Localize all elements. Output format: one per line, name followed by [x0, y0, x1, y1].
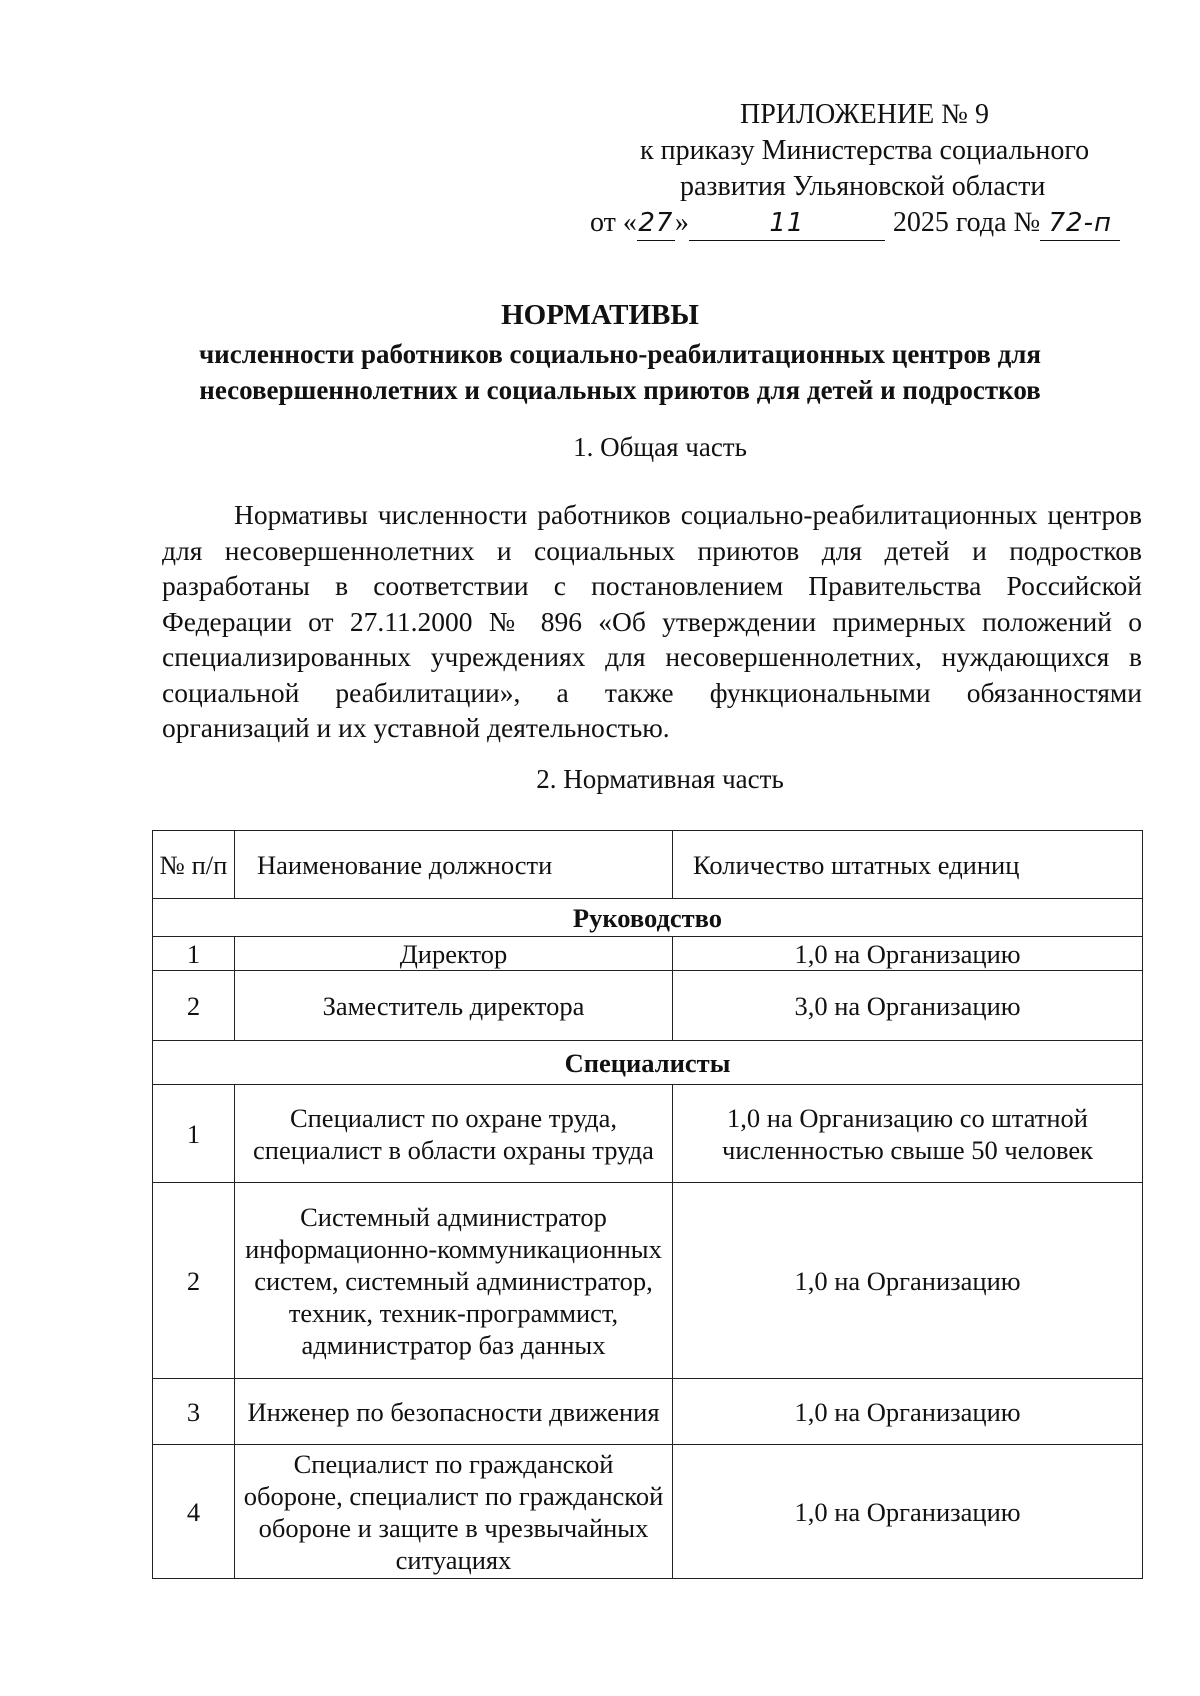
header-qty: Количество штатных единиц — [673, 831, 1143, 899]
date-prefix: от « — [590, 207, 637, 238]
row-qty: 1,0 на Организацию — [673, 937, 1143, 971]
section-2-heading: 2. Нормативная часть — [536, 764, 784, 794]
section-1-heading: 1. Общая часть — [573, 432, 747, 462]
row-qty: 1,0 на Организацию — [673, 1183, 1143, 1379]
row-num: 1 — [153, 1085, 235, 1183]
row-qty: 1,0 на Организацию — [673, 1445, 1143, 1579]
row-num: 3 — [153, 1379, 235, 1445]
header-num: № п/п — [153, 831, 235, 899]
appendix-ministry-line: развития Ульяновской области — [680, 171, 1046, 202]
row-num: 4 — [153, 1445, 235, 1579]
group-title: Руководство — [153, 899, 1143, 937]
group-row-specialists — [153, 1041, 1143, 1085]
row-qty: 1,0 на Организацию — [673, 1379, 1143, 1445]
row-name: Заместитель директора — [235, 971, 673, 1041]
header-name: Наименование должности — [235, 831, 673, 899]
table-row — [153, 1183, 1143, 1379]
row-name: Специалист по гражданской обороне, специалист по гражданской обороне и защите в чрезвычайных ситуациях — [235, 1445, 673, 1579]
staffing-table — [152, 830, 1143, 1579]
appendix-title: ПРИЛОЖЕНИЕ № 9 — [740, 99, 989, 130]
table-row — [153, 1085, 1143, 1183]
group-title: Специалисты — [153, 1041, 1143, 1085]
table-header-row — [153, 831, 1143, 899]
row-num: 2 — [153, 1183, 235, 1379]
table-row — [153, 1445, 1143, 1579]
document-title: НОРМАТИВЫ — [501, 299, 699, 331]
row-qty: 1,0 на Организацию со штатной численностью свыше 50 человек — [673, 1085, 1143, 1183]
order-number-handwritten: 72-п — [1040, 206, 1120, 241]
document-subtitle: численности работников социально-реабилитационных центров для несовершеннолетних и социальных приютов для детей и подростков — [198, 339, 1042, 405]
row-name: Системный администратор информационно-коммуникационных систем, системный администратор, техник, техник-программист, администратор баз данных — [235, 1183, 673, 1379]
table-row — [153, 1379, 1143, 1445]
date-month-handwritten: 11 — [689, 206, 885, 241]
row-name: Директор — [235, 937, 673, 971]
table-row — [153, 971, 1143, 1041]
row-name: Инженер по безопасности движения — [235, 1379, 673, 1445]
row-num: 2 — [153, 971, 235, 1041]
row-name: Специалист по охране труда, специалист в области охраны труда — [235, 1085, 673, 1183]
appendix-order-line: к приказу Министерства социального — [640, 135, 1090, 166]
table-row — [153, 937, 1143, 971]
date-year-label: 2025 года № — [892, 207, 1041, 238]
appendix-date-line — [590, 206, 1120, 241]
date-day-handwritten: 27 — [637, 206, 675, 241]
date-close-quote: » — [674, 207, 689, 238]
group-row-management — [153, 899, 1143, 937]
row-num: 1 — [153, 937, 235, 971]
row-qty: 3,0 на Организацию — [673, 971, 1143, 1041]
section-1-paragraph: Нормативы численности работников социально-реабилитационных центров для несовершеннолетних и социальных приютов для детей и подростков разработаны в соответствии с постановлением Правительства Российской Федерации от 27.11.2000 № 896 «Об утверждении примерных положений о специализированных учреждениях для несовершеннолетних, нуждающихся в социальной реабилитации», а также функциональными обязанностями организаций и их уставной деятельностью. — [162, 499, 1142, 743]
